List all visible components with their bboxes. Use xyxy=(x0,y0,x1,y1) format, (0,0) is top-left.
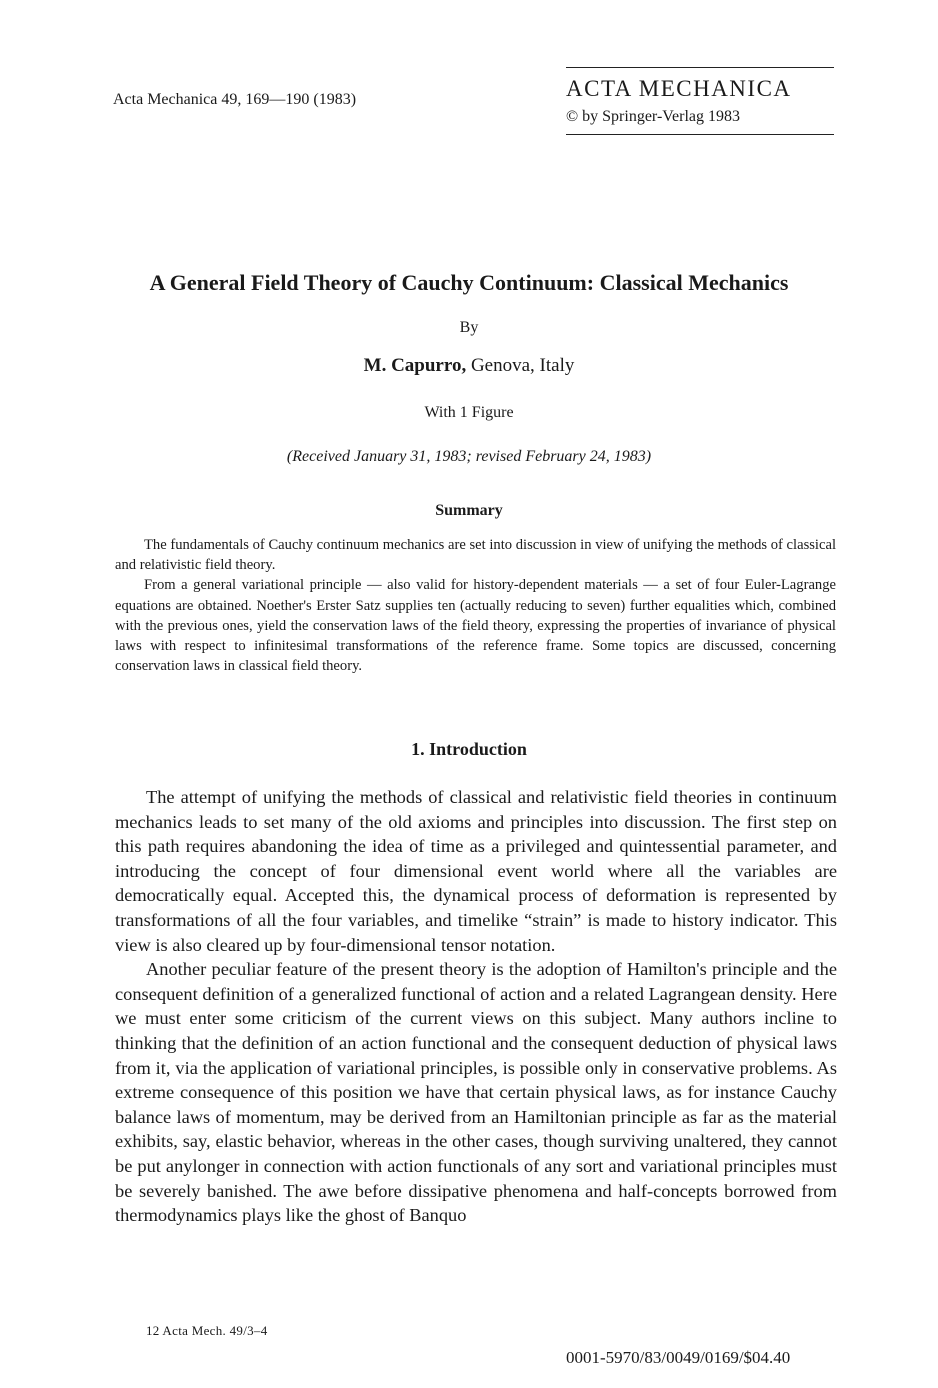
journal-citation: Acta Mechanica 49, 169—190 (1983) xyxy=(113,91,357,108)
footer-page-ref: 12 Acta Mech. 49/3–4 xyxy=(146,1323,268,1338)
section-heading-introduction: 1. Introduction xyxy=(411,739,527,759)
journal-title: ACTA MECHANICA xyxy=(566,76,792,101)
journal-copyright: © by Springer-Verlag 1983 xyxy=(566,108,741,125)
by-line: By xyxy=(459,319,479,336)
received-dates: (Received January 31, 1983; revised February 24, 1983) xyxy=(286,448,652,465)
summary-paragraph: From a general variational principle — also valid for history-dependent materials — a set of four Euler-Lagrange equations are obtained. Noether's Erster Satz supplies ten (actually reducing to seven) further equalities which, combined with the previous ones, yield the conservation laws of the field theory, expressing the properties of invariance of physical laws with respect to infinitesimal transformations of the reference frame. Some topics are discussed, concerning conservation laws in classical field theory. xyxy=(115,577,836,675)
top-rule xyxy=(566,67,834,68)
body-paragraph: Another peculiar feature of the present theory is the adoption of Hamilton's principle and the consequent definition of a generalized functional of action and a related Lagrangean density. Here we must enter some criticism of the current views on this subject. Many authors incline to thinking that the definition of an action functional and the consequent deduction of physical laws from it, via the application of variational principles, is possible only in conservative problems. As extreme consequence of this position we have that certain physical laws, as for instance Cauchy balance laws of momentum, may be derived from an Hamiltonian principle as far as the material exhibits, say, elastic behavior, whereas in the other cases, though surviving unaltered, they cannot be put anylonger in connection with action functionals of any sort and variational principles must be severely banished. The awe before dissipative phenomena and half-concepts borrowed from thermodynamics plays like the ghost of Banquo xyxy=(115,959,837,1226)
author-location: Genova, Italy xyxy=(466,355,575,376)
bottom-rule xyxy=(566,134,834,135)
summary-paragraph: The fundamentals of Cauchy continuum mechanics are set into discussion in view of unifying the methods of classical and relativistic field theory. xyxy=(115,537,836,574)
author-name: M. Capurro, xyxy=(363,355,467,376)
introduction-body xyxy=(115,785,837,1228)
author-line xyxy=(0,355,938,377)
summary-body xyxy=(115,535,836,676)
journal-masthead xyxy=(566,67,834,135)
summary-heading: Summary xyxy=(435,502,503,519)
body-paragraph: The attempt of unifying the methods of classical and relativistic field theories in continuum mechanics leads to set many of the old axioms and principles into discussion. The first step on this path requires abandoning the idea of time as a privileged and quintessential parameter, and introducing the concept of four dimensional event world where all the variables are democratically equal. Accepted this, the dynamical process of deformation is represented by transformations of all the four variables, and timelike “strain” is made to history indicator. This view is also cleared up by four-dimensional tensor notation. xyxy=(115,787,837,955)
article-title: A General Field Theory of Cauchy Continuum: Classical Mechanics xyxy=(149,270,789,295)
figure-note: With 1 Figure xyxy=(424,404,514,421)
footer-code: 0001-5970/83/0049/0169/$04.40 xyxy=(566,1348,791,1367)
